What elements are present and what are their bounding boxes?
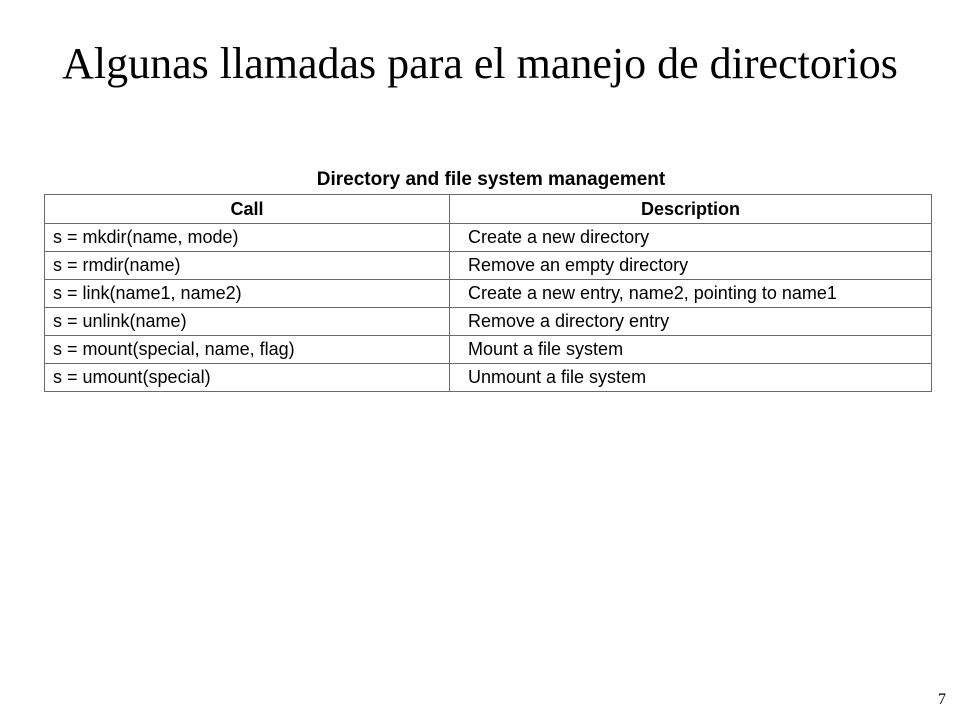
description-cell: Create a new entry, name2, pointing to name1 [450, 280, 932, 308]
system-calls-table [44, 194, 932, 392]
call-cell: s = mount(special, name, flag) [45, 336, 450, 364]
column-header-call: Call [45, 195, 450, 224]
table-row [45, 364, 932, 392]
table-row [45, 336, 932, 364]
slide-title: Algunas llamadas para el manejo de directorios [62, 39, 898, 88]
description-cell: Create a new directory [450, 224, 932, 252]
call-cell: s = rmdir(name) [45, 252, 450, 280]
call-cell: s = unlink(name) [45, 308, 450, 336]
call-cell: s = umount(special) [45, 364, 450, 392]
table-caption: Directory and file system management [316, 169, 666, 190]
description-cell: Unmount a file system [450, 364, 932, 392]
table-row [45, 308, 932, 336]
system-calls-table-block [44, 166, 932, 392]
description-cell: Remove a directory entry [450, 308, 932, 336]
description-cell: Remove an empty directory [450, 252, 932, 280]
page-number: 7 [938, 691, 946, 708]
call-cell: s = mkdir(name, mode) [45, 224, 450, 252]
table-row [45, 252, 932, 280]
table-row [45, 280, 932, 308]
call-cell: s = link(name1, name2) [45, 280, 450, 308]
table-header-row [45, 195, 932, 224]
description-cell: Mount a file system [450, 336, 932, 364]
table-row [45, 224, 932, 252]
column-header-description: Description [450, 195, 932, 224]
